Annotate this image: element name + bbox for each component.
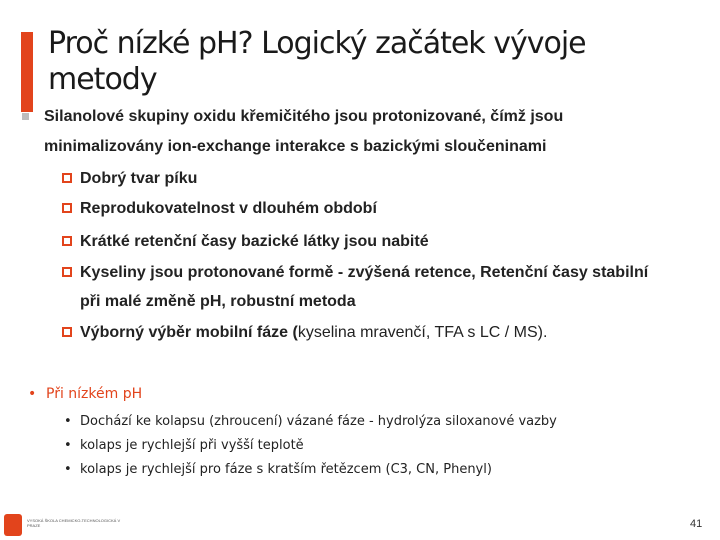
sub-item-text: Reprodukovatelnost v dlouhém období <box>80 200 377 217</box>
low-ph-heading-text: Při nízkém pH <box>46 386 143 402</box>
page-number: 41 <box>690 518 703 530</box>
title-accent-bar <box>21 32 33 112</box>
bullet-dot-icon: • <box>28 386 37 402</box>
low-ph-item <box>64 414 684 429</box>
low-ph-item-text: kolaps je rychlejší pro fáze s kratším řetězcem (C3, CN, Phenyl) <box>80 462 492 477</box>
checkbox-bullet-icon <box>62 203 72 213</box>
bullet-dot-icon: • <box>64 438 72 453</box>
low-ph-item-text: kolaps je rychlejší při vyšší teplotě <box>80 438 304 453</box>
low-ph-item <box>64 438 684 453</box>
university-logo-icon <box>4 514 22 536</box>
checkbox-bullet-icon <box>62 267 72 277</box>
square-bullet-icon <box>22 113 29 120</box>
low-ph-item <box>64 462 684 477</box>
checkbox-bullet-icon <box>62 173 72 183</box>
sub-item-normal-text: kyselina mravenčí, TFA s LC / MS). <box>297 324 548 341</box>
main-bullet-text: Silanolové skupiny oxidu křemičitého jsou protonizované, čímž jsou minimalizovány ion-exchange interakce s bazickými sloučeninami <box>44 108 564 155</box>
sub-item <box>62 227 662 256</box>
sub-item-text: Krátké retenční časy bazické látky jsou nabité <box>80 233 429 250</box>
sub-item <box>62 258 662 316</box>
bullet-dot-icon: • <box>64 414 72 429</box>
checkbox-bullet-icon <box>62 327 72 337</box>
sub-item <box>62 164 662 193</box>
sub-item-bold-text: Výborný výběr mobilní fáze ( <box>80 324 298 341</box>
main-bullet <box>22 102 672 162</box>
checkbox-bullet-icon <box>62 236 72 246</box>
low-ph-heading <box>28 386 142 402</box>
logo-text: VYSOKÁ ŠKOLA CHEMICKO-TECHNOLOGICKÁ V PRAZE <box>27 518 121 528</box>
slide-title: Proč nízké pH? Logický začátek vývoje metody <box>48 26 586 97</box>
sub-item <box>62 194 662 223</box>
low-ph-item-text: Dochází ke kolapsu (zhroucení) vázané fáze - hydrolýza siloxanové vazby <box>80 414 557 429</box>
bullet-dot-icon: • <box>64 462 72 477</box>
sub-item-text: Dobrý tvar píku <box>80 170 198 187</box>
sub-item <box>62 318 662 347</box>
sub-item-text <box>62 318 662 347</box>
sub-item-text: Kyseliny jsou protonované formě - zvýšená retence, Retenční časy stabilní při malé změně pH, robustní metoda <box>80 264 649 310</box>
